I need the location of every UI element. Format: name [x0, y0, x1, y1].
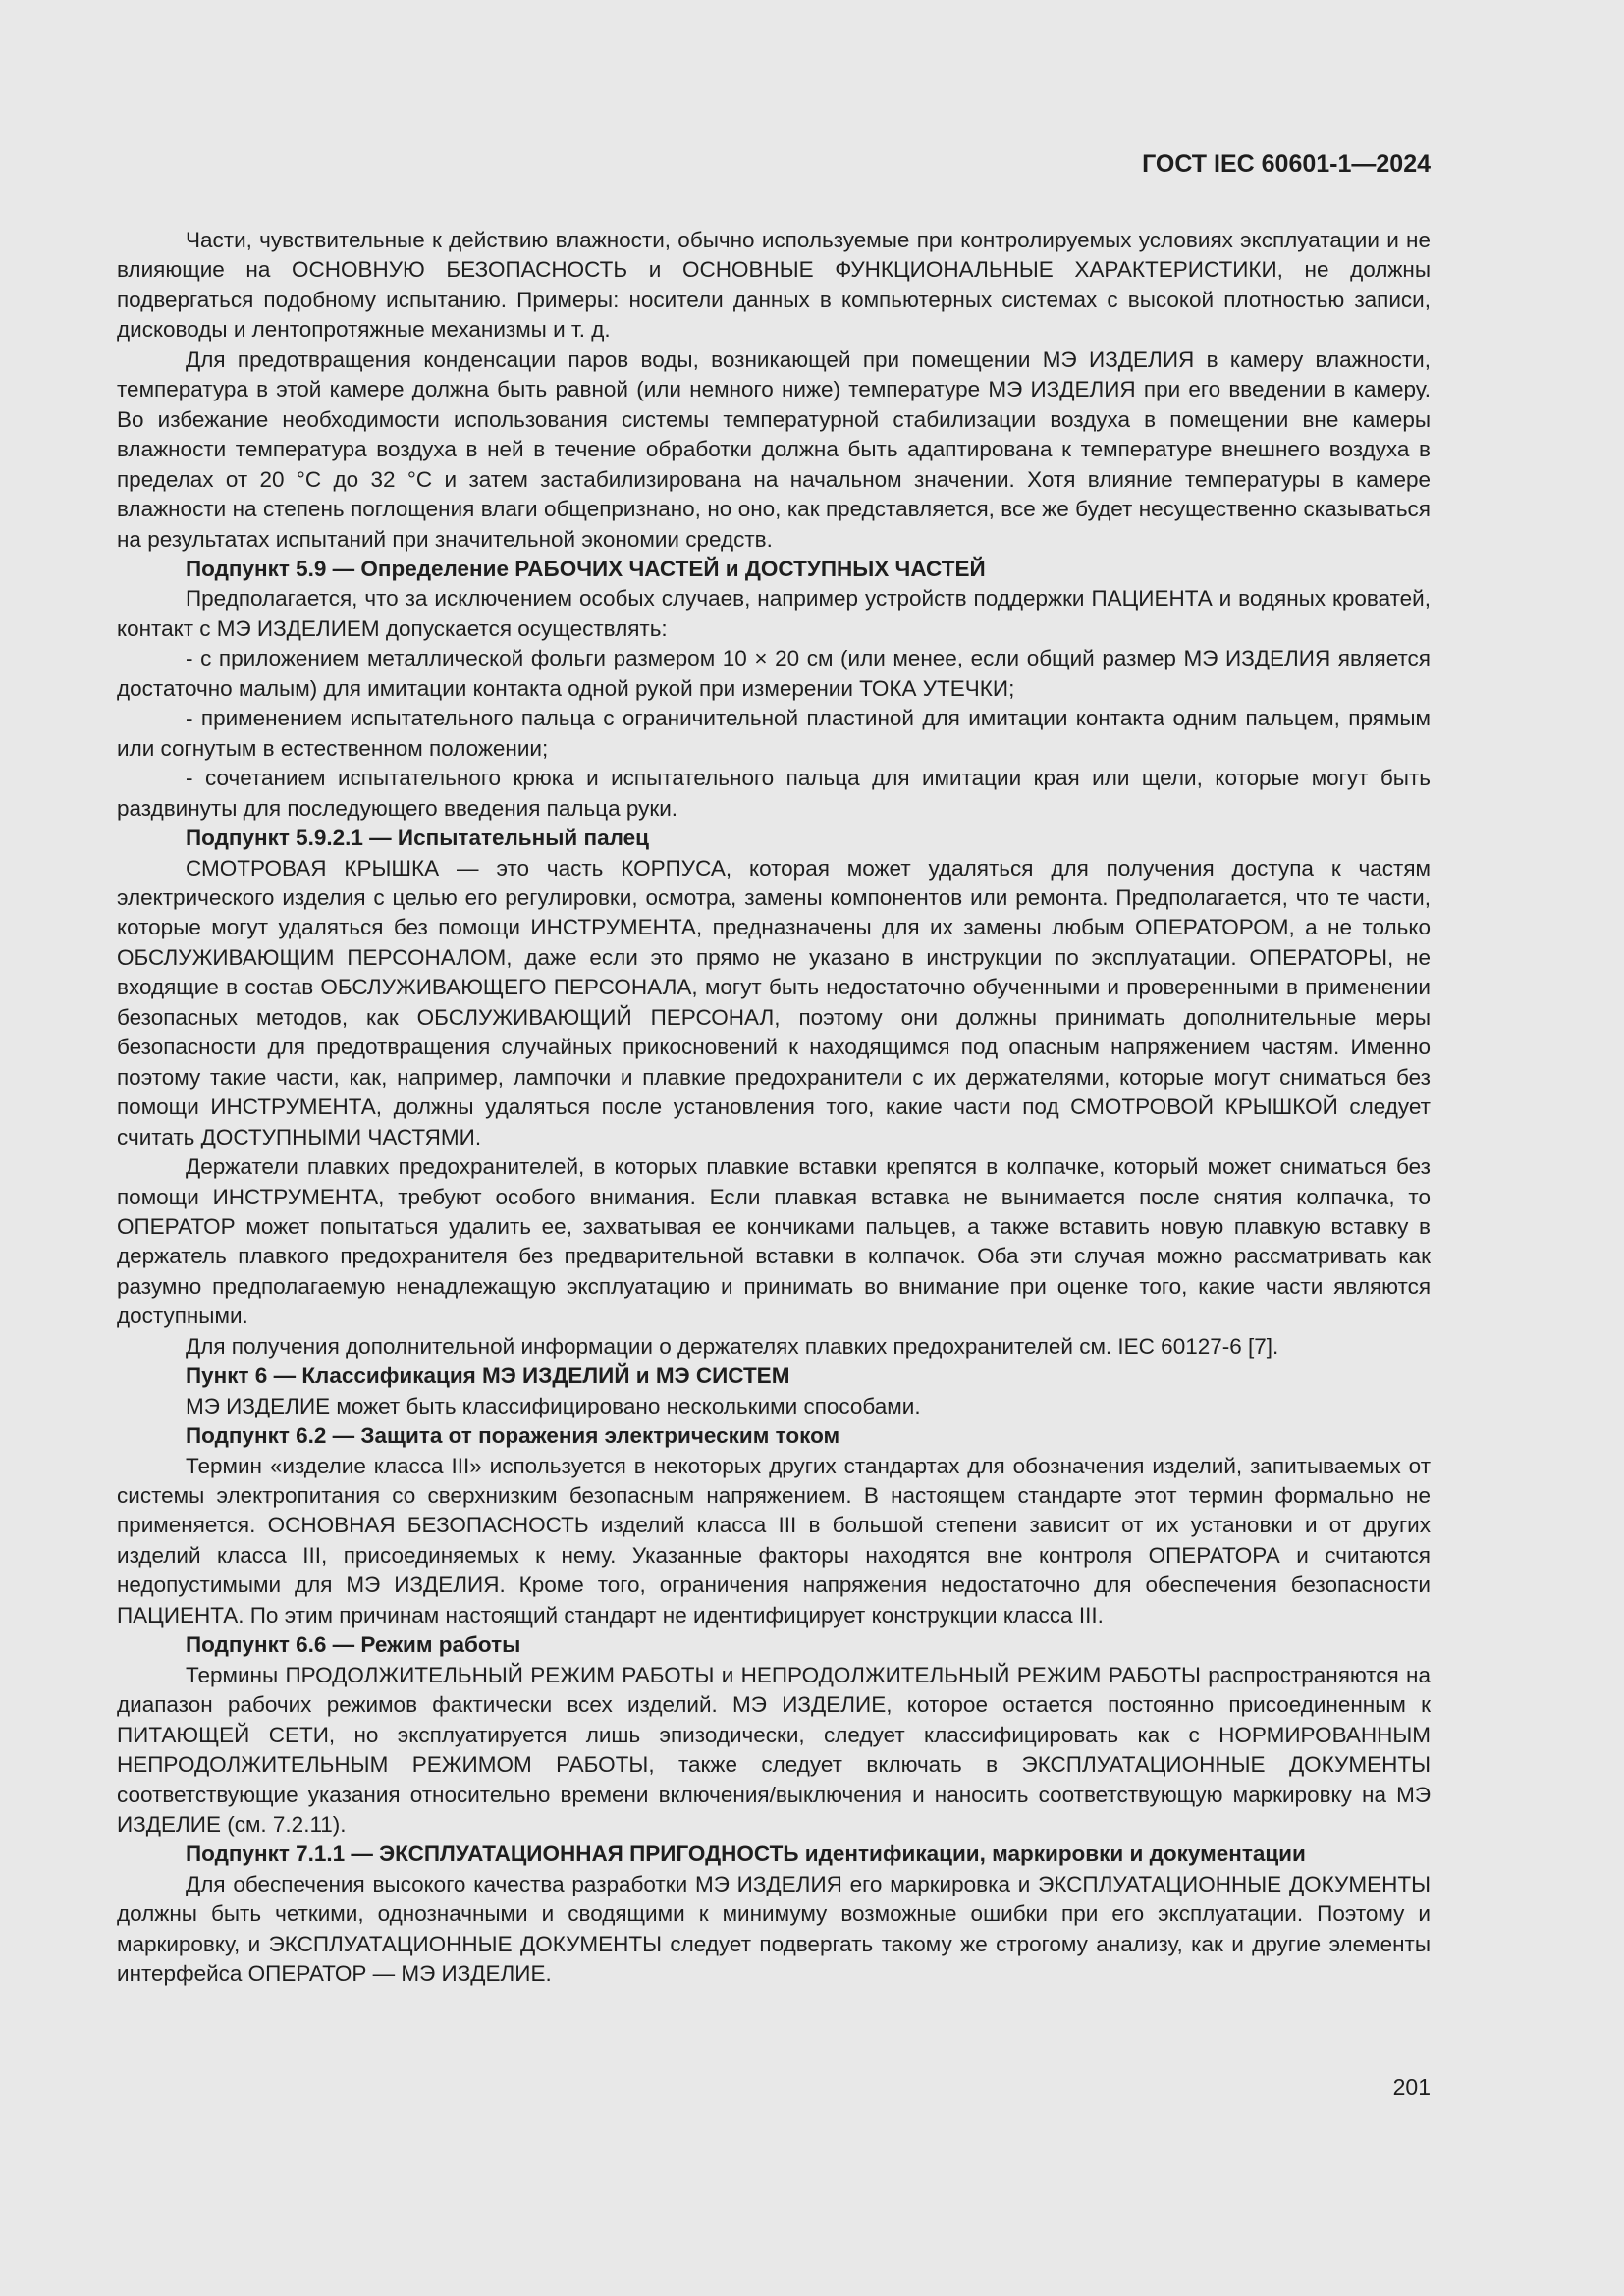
list-item: - применением испытательного пальца с ограничительной пластиной для имитации контакта одним пальцем, прямым или согнутым в естественном положении; — [117, 706, 1431, 761]
body-paragraph: Термин «изделие класса III» используется в некоторых других стандартах для обозначения изделий, запитываемых от системы электропитания со сверхнизким безопасным напряжением. В настоящем стандарте этот термин формально не применяется. ОСНОВНАЯ БЕЗОПАСНОСТЬ изделий класса III в большой степени зависит от их установки и от других изделий класса III, присоединяемых к нему. Указанные факторы находятся вне контроля ОПЕРАТОРА и считаются недопустимыми для МЭ ИЗДЕЛИЯ. Кроме того, ограничения напряжения недостаточно для обеспечения безопасности ПАЦИЕНТА. По этим причинам настоящий стандарт не идентифицирует конструкции класса III. — [117, 1453, 1431, 1628]
body-paragraph: МЭ ИЗДЕЛИЕ может быть классифицировано несколькими способами. — [186, 1393, 921, 1418]
document-body — [117, 226, 1431, 1990]
body-paragraph: Для получения дополнительной информации о держателях плавких предохранителей см. IEC 60127-6 [7]. — [186, 1333, 1279, 1359]
section-heading: Пункт 6 — Классификация МЭ ИЗДЕЛИЙ и МЭ СИСТЕМ — [186, 1363, 790, 1389]
body-paragraph: Держатели плавких предохранителей, в которых плавкие вставки крепятся в колпачке, который может сниматься без помощи ИНСТРУМЕНТА, требуют особого внимания. Если плавкая вставка не вынимается после снятия колпачка, то ОПЕРАТОР может попытаться удалить ее, захватывая ее кончиками пальцев, а также вставить новую плавкую вставку в держатель плавкого предохранителя без предварительной вставки в колпачок. Оба эти случая можно рассматривать как разумно предполагаемую ненадлежащую эксплуатацию и принимать во внимание при оценке того, какие части являются доступными. — [117, 1154, 1431, 1329]
standard-header: ГОСТ IEC 60601-1—2024 — [1142, 150, 1431, 178]
list-item: - с приложением металлической фольги размером 10 × 20 см (или менее, если общий размер МЭ ИЗДЕЛИЯ является достаточно малым) для имитации контакта одной рукой при измерении ТОКА УТЕЧКИ; — [117, 646, 1431, 701]
section-heading: Подпункт 6.6 — Режим работы — [186, 1632, 521, 1658]
body-paragraph: Предполагается, что за исключением особых случаев, например устройств поддержки ПАЦИЕНТА и водяных кроватей, контакт с МЭ ИЗДЕЛИЕМ допускается осуществлять: — [117, 586, 1431, 641]
page-number: 201 — [1392, 2074, 1431, 2100]
body-paragraph: Для обеспечения высокого качества разработки МЭ ИЗДЕЛИЯ его маркировка и ЭКСПЛУАТАЦИОННЫЕ ДОКУМЕНТЫ должны быть четкими, однозначными и сводящими к минимуму возможные ошибки при его эксплуатации. Поэтому и маркировку, и ЭКСПЛУАТАЦИОННЫЕ ДОКУМЕНТЫ следует подвергать такому же строгому анализу, как и другие элементы интерфейса ОПЕРАТОР — МЭ ИЗДЕЛИЕ. — [117, 1871, 1431, 1987]
section-heading: Подпункт 6.2 — Защита от поражения электрическим током — [186, 1423, 840, 1449]
section-heading: Подпункт 5.9 — Определение РАБОЧИХ ЧАСТЕЙ и ДОСТУПНЫХ ЧАСТЕЙ — [186, 556, 986, 581]
body-paragraph: Для предотвращения конденсации паров воды, возникающей при помещении МЭ ИЗДЕЛИЯ в камеру влажности, температура в этой камере должна быть равной (или немного ниже) температуре МЭ ИЗДЕЛИЯ при его введении в камеру. Во избежание необходимости использования системы температурной стабилизации воздуха в помещении вне камеры влажности температура воздуха в ней в течение обработки должна быть адаптирована к температуре внешнего воздуха в пределах от 20 °С до 32 °С и затем застабилизирована на начальном значении. Хотя влияние температуры в камере влажности на степень поглощения влаги общепризнано, но оно, как представляется, все же будет несущественно сказываться на результатах испытаний при значительной экономии средств. — [117, 347, 1431, 552]
body-paragraph: Части, чувствительные к действию влажности, обычно используемые при контролируемых условиях эксплуатации и не влияющие на ОСНОВНУЮ БЕЗОПАСНОСТЬ и ОСНОВНЫЕ ФУНКЦИОНАЛЬНЫЕ ХАРАКТЕРИСТИКИ, не должны подвергаться подобному испытанию. Примеры: носители данных в компьютерных системах с высокой плотностью записи, дисководы и лентопротяжные механизмы и т. д. — [117, 228, 1431, 343]
section-heading: Подпункт 5.9.2.1 — Испытательный палец — [186, 826, 649, 851]
body-paragraph: СМОТРОВАЯ КРЫШКА — это часть КОРПУСА, которая может удаляться для получения доступа к частям электрического изделия с целью его регулировки, осмотра, замены компонентов или ремонта. Предполагается, что те части, которые могут удаляться без помощи ИНСТРУМЕНТА, предназначены для их замены любым ОПЕРАТОРОМ, а не только ОБСЛУЖИВАЮЩИМ ПЕРСОНАЛОМ, даже если это прямо не указано в инструкции по эксплуатации. ОПЕРАТОРЫ, не входящие в состав ОБСЛУЖИВАЮЩЕГО ПЕРСОНАЛА, могут быть недостаточно обученными и проверенными в применении безопасных методов, как ОБСЛУЖИВАЮЩИЙ ПЕРСОНАЛ, поэтому они должны принимать дополнительные меры безопасности для предотвращения случайных прикосновений к находящимся под опасным напряжением частям. Именно поэтому такие части, как, например, лампочки и плавкие предохранители с их держателями, которые могут сниматься без помощи ИНСТРУМЕНТА, должны удаляться после установления того, какие части под СМОТРОВОЙ КРЫШКОЙ следует считать ДОСТУПНЫМИ ЧАСТЯМИ. — [117, 855, 1431, 1149]
list-item: - сочетанием испытательного крюка и испытательного пальца для имитации края или щели, которые могут быть раздвинуты для последующего введения пальца руки. — [117, 766, 1431, 821]
body-paragraph: Термины ПРОДОЛЖИТЕЛЬНЫЙ РЕЖИМ РАБОТЫ и НЕПРОДОЛЖИТЕЛЬНЫЙ РЕЖИМ РАБОТЫ распространяются на диапазон рабочих режимов фактически всех изделий. МЭ ИЗДЕЛИЕ, которое остается постоянно присоединенным к ПИТАЮЩЕЙ СЕТИ, но эксплуатируется лишь эпизодически, следует классифицировать как с НОРМИРОВАННЫМ НЕПРОДОЛЖИТЕЛЬНЫМ РЕЖИМОМ РАБОТЫ, также следует включать в ЭКСПЛУАТАЦИОННЫЕ ДОКУМЕНТЫ соответствующие указания относительно времени включения/выключения и наносить соответствующую маркировку на МЭ ИЗДЕЛИЕ (см. 7.2.11). — [117, 1662, 1431, 1838]
section-heading: Подпункт 7.1.1 — ЭКСПЛУАТАЦИОННАЯ ПРИГОДНОСТЬ идентификации, маркировки и документации — [186, 1842, 1306, 1867]
